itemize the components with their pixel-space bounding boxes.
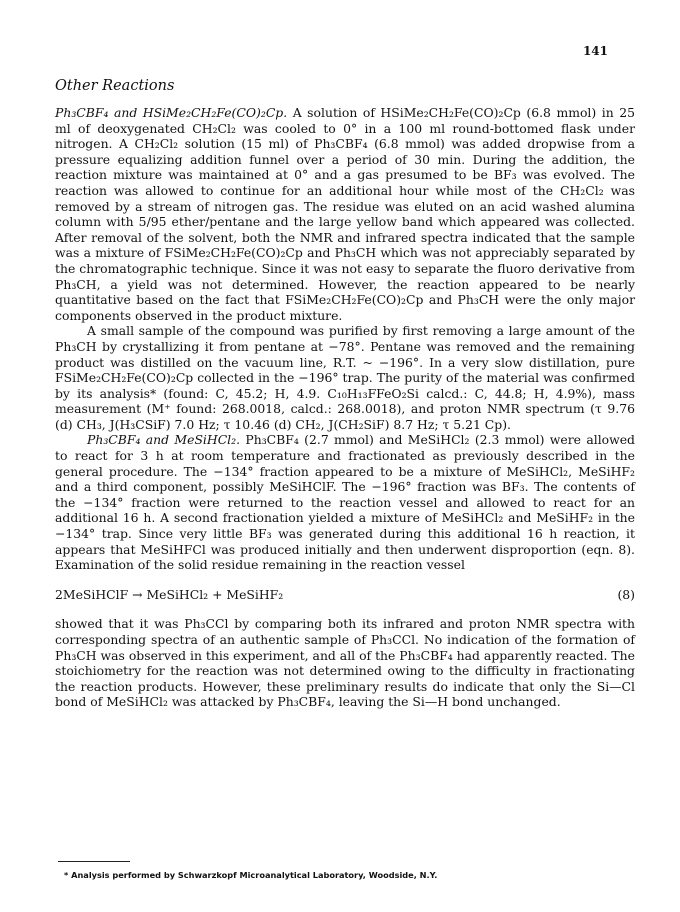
continuation-paragraph: showed that it was Ph₃CCl by comparing both its infrared and proton NMR spectra with corresponding spectra of an authentic sample of Ph₃CCl. No indication of the formation of Ph₃CH was observed in this experiment, and all of the Ph₃CBF₄ had apparently reacted. The stoichiometry for the reaction was not determined owing to the difficulty in fractionating the reaction products. However, these preliminary results do indicate that only the Si—Cl bond of MeSiHCl₂ was attacked by Ph₃CBF₄, leaving the Si—H bond unchanged. (55, 616, 635, 710)
footnote-rule (58, 861, 130, 862)
section-heading: Other Reactions (55, 78, 175, 94)
equation-8 (55, 587, 635, 603)
paragraph-1-lead: Ph₃CBF₄ and HSiMe₂CH₂Fe(CO)₂Cp. (55, 105, 288, 120)
paragraph-2-text: A small sample of the compound was purified by first removing a large amount of the Ph₃CH by crystallizing it from pentane at −78°. Pentane was removed and the remaining product was distilled on the vacuum line, R.T. ~ −196°. In a very slow distillation, pure FSiMe₂CH₂Fe(CO)₂Cp collected in the −196° trap. The purity of the material was confirmed by its analysis* (found: C, 45.2; H, 4.9. C₁₀H₁₃FFeO₂Si calcd.: C, 44.8; H, 4.9%), mass measurement (M⁺ found: 268.0018, calcd.: 268.0018), and proton NMR spectrum (τ 9.76 (d) CH₃, J(H₃CSiF) 7.0 Hz; τ 10.46 (d) CH₂, J(CH₂SiF) 8.7 Hz; τ 5.21 Cp). (55, 323, 635, 432)
equation-number: (8) (617, 586, 635, 602)
paragraph-1 (55, 105, 635, 323)
equation-text: 2MeSiHClF → MeSiHCl₂ + MeSiHF₂ (55, 586, 284, 602)
page-number: 141 (582, 44, 608, 58)
paragraph-3 (55, 432, 635, 572)
paragraph-3-text: Ph₃CBF₄ (2.7 mmol) and MeSiHCl₂ (2.3 mmol) were allowed to react for 3 h at room temperature and fractionated as previously described in the general procedure. The −134° fraction appeared to be a mixture of MeSiHCl₂, MeSiHF₂ and a third component, possibly MeSiHClF. The −196° fraction was BF₃. The contents of the −134° fraction were returned to the reaction vessel and allowed to react for an additional 16 h. A second fractionation yielded a mixture of MeSiHCl₂ and MeSiHF₂ in the −134° trap. Since very little BF₃ was generated during this additional 16 h reaction, it appears that MeSiHFCl was produced initially and then underwent disproportion (eqn. 8). Examination of the solid residue remaining in the reaction vessel (55, 432, 635, 573)
footnote: * Analysis performed by Schwarzkopf Microanalytical Laboratory, Woodside, N.Y. (64, 870, 438, 880)
body-text (55, 105, 635, 710)
paragraph-3-lead: Ph₃CBF₄ and MeSiHCl₂. (87, 432, 241, 448)
paragraph-2 (55, 323, 635, 432)
paragraph-1-text: A solution of HSiMe₂CH₂Fe(CO)₂Cp (6.8 mmol) in 25 ml of deoxygenated CH₂Cl₂ was cooled to 0° in a 100 ml round-bottomed flask under nitrogen. A CH₂Cl₂ solution (15 ml) of Ph₃CBF₄ (6.8 mmol) was added dropwise from a pressure equalizing addition funnel over a period of 30 min. During the addition, the reaction mixture was maintained at 0° and a gas presumed to be BF₃ was evolved. The reaction was allowed to continue for an additional hour while most of the CH₂Cl₂ was removed by a stream of nitrogen gas. The residue was eluted on an acid washed alumina column with 5/95 ether/pentane and the large yellow band which appeared was collected. After removal of the solvent, both the NMR and infrared spectra indicated that the sample was a mixture of FSiMe₂CH₂Fe(CO)₂Cp and Ph₃CH which was not appreciably separated by the chromatographic technique. Since it was not easy to separate the fluoro derivative from Ph₃CH, a yield was not determined. However, the reaction appeared to be nearly quantitative based on the fact that FSiMe₂CH₂Fe(CO)₂Cp and Ph₃CH were the only major components observed in the product mixture. (55, 105, 635, 323)
